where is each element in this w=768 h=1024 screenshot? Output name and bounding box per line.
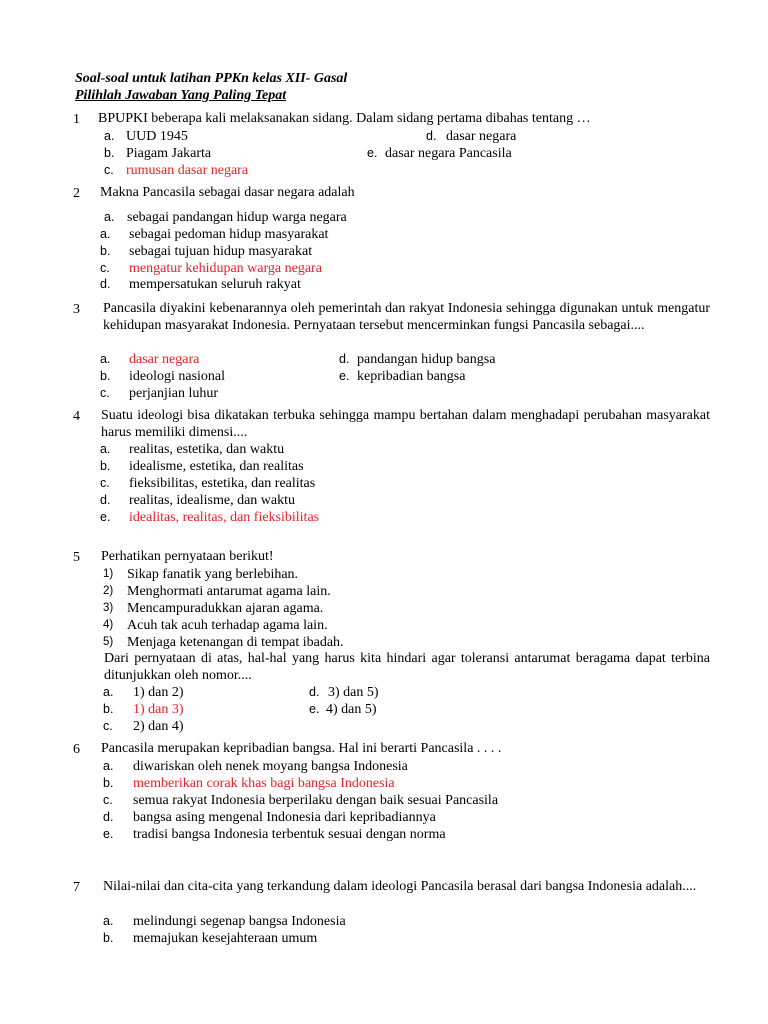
quiz-instruction: Pilihlah Jawaban Yang Paling Tepat [75, 88, 287, 103]
option-text: sebagai pandangan hidup warga negara [127, 210, 347, 225]
option-label: d. [339, 352, 350, 366]
option-text: 2) dan 4) [133, 719, 184, 734]
option-text: idealitas, realitas, dan fieksibilitas [129, 510, 320, 525]
option-label: c. [100, 476, 110, 490]
option-text: realitas, estetika, dan waktu [129, 442, 285, 457]
question-number: 2 [73, 186, 80, 201]
statement-label: 5) [103, 636, 114, 648]
option-label: c. [100, 261, 110, 275]
option-text: dasar negara [129, 352, 200, 367]
option-text: memajukan kesejahteraan umum [133, 931, 318, 946]
option-text: dasar negara Pancasila [385, 146, 512, 161]
quiz-title: Soal-soal untuk latihan PPKn kelas XII- Gasal [75, 71, 348, 86]
option-text: realitas, idealisme, dan waktu [129, 493, 295, 508]
option-label: a. [100, 352, 111, 366]
statement-label: 2) [103, 585, 114, 597]
option-text: memberikan corak khas bagi bangsa Indonesia [133, 776, 395, 791]
option-label: d. [103, 810, 114, 824]
statement-text: Menjaga ketenangan di tempat ibadah. [127, 635, 344, 650]
option-label: b. [103, 702, 114, 716]
option-label: d. [100, 493, 111, 507]
option-text: mempersatukan seluruh rakyat [129, 277, 301, 292]
option-label: b. [100, 244, 111, 258]
question-number: 1 [73, 112, 80, 127]
question-text: Makna Pancasila sebagai dasar negara adalah [100, 185, 355, 200]
option-text: 1) dan 3) [133, 702, 184, 717]
option-label: e. [367, 146, 378, 160]
option-label: c. [100, 386, 110, 400]
question-text: Perhatikan pernyataan berikut! [101, 549, 274, 564]
option-label: d. [309, 685, 320, 699]
question-number: 7 [73, 880, 80, 895]
option-label: e. [103, 827, 114, 841]
option-text: tradisi bangsa Indonesia terbentuk sesuai dengan norma [133, 827, 446, 842]
option-text: Piagam Jakarta [126, 146, 212, 161]
option-text: pandangan hidup bangsa [357, 352, 496, 367]
option-text: sebagai tujuan hidup masyarakat [129, 244, 313, 259]
option-label: a. [100, 227, 111, 241]
option-label: e. [100, 510, 111, 524]
option-text: 4) dan 5) [326, 702, 377, 717]
option-text: idealisme, estetika, dan realitas [129, 459, 304, 474]
option-label: a. [100, 442, 111, 456]
option-label: b. [100, 459, 111, 473]
option-label: b. [104, 146, 115, 160]
option-text: fieksibilitas, estetika, dan realitas [129, 476, 316, 491]
statement-text: Sikap fanatik yang berlebihan. [127, 567, 299, 582]
option-label: a. [103, 685, 114, 699]
option-label: a. [104, 129, 115, 143]
option-label: c. [103, 793, 113, 807]
statement-text: Menghormati antarumat agama lain. [127, 584, 331, 599]
option-text: perjanjian luhur [129, 386, 219, 401]
question-number: 5 [73, 550, 80, 565]
option-label: d. [426, 129, 437, 143]
option-label: a. [103, 759, 114, 773]
option-text: melindungi segenap bangsa Indonesia [133, 914, 346, 929]
option-label: e. [309, 702, 320, 716]
statement-label: 3) [103, 602, 114, 614]
option-text: UUD 1945 [126, 129, 188, 144]
statement-label: 1) [103, 568, 114, 580]
option-label: b. [103, 776, 114, 790]
option-label: a. [104, 210, 115, 224]
option-text: ideologi nasional [129, 369, 226, 384]
question-text: Suatu ideologi bisa dikatakan terbuka sehingga mampu bertahan dalam menghadapi perubahan masyarakat harus memiliki dimensi.... [101, 408, 710, 440]
statement-text: Mencampuradukkan ajaran agama. [127, 601, 324, 616]
question-text: Nilai-nilai dan cita-cita yang terkandung dalam ideologi Pancasila berasal dari bangsa Indonesia adalah.... [103, 879, 697, 894]
option-text: semua rakyat Indonesia berperilaku dengan baik sesuai Pancasila [133, 793, 499, 808]
question-text: Pancasila diyakini kebenarannya oleh pemerintah dan rakyat Indonesia sehingga digunakan untuk mengatur kehidupan masyarakat Indonesia. Pernyataan tersebut mencerminkan fungsi Pancasila sebagai.... [103, 301, 710, 333]
question-text: Pancasila merupakan kepribadian bangsa. Hal ini berarti Pancasila . . . . [101, 741, 502, 756]
option-text: kepribadian bangsa [357, 369, 466, 384]
statement-label: 4) [103, 619, 114, 631]
option-text: rumusan dasar negara [126, 163, 249, 178]
option-label: a. [103, 914, 114, 928]
option-text: mengatur kehidupan warga negara [129, 261, 322, 276]
option-text: dasar negara [446, 129, 517, 144]
question-number: 4 [73, 409, 80, 424]
option-text: sebagai pedoman hidup masyarakat [129, 227, 329, 242]
option-label: d. [100, 277, 111, 291]
option-text: diwariskan oleh nenek moyang bangsa Indonesia [133, 759, 408, 774]
option-label: e. [339, 369, 350, 383]
option-label: c. [103, 719, 113, 733]
question-text: BPUPKI beberapa kali melaksanakan sidang. Dalam sidang pertama dibahas tentang … [98, 111, 591, 126]
question-number: 3 [73, 302, 80, 317]
question-prompt: Dari pernyataan di atas, hal-hal yang harus kita hindari agar toleransi antarumat beragama dapat terbina ditunjukkan oleh nomor.... [104, 651, 710, 683]
statement-text: Acuh tak acuh terhadap agama lain. [127, 618, 328, 633]
option-text: 3) dan 5) [328, 685, 379, 700]
option-label: c. [104, 163, 114, 177]
option-text: 1) dan 2) [133, 685, 184, 700]
option-label: b. [103, 931, 114, 945]
option-label: b. [100, 369, 111, 383]
question-number: 6 [73, 742, 80, 757]
option-text: bangsa asing mengenal Indonesia dari kepribadiannya [133, 810, 436, 825]
